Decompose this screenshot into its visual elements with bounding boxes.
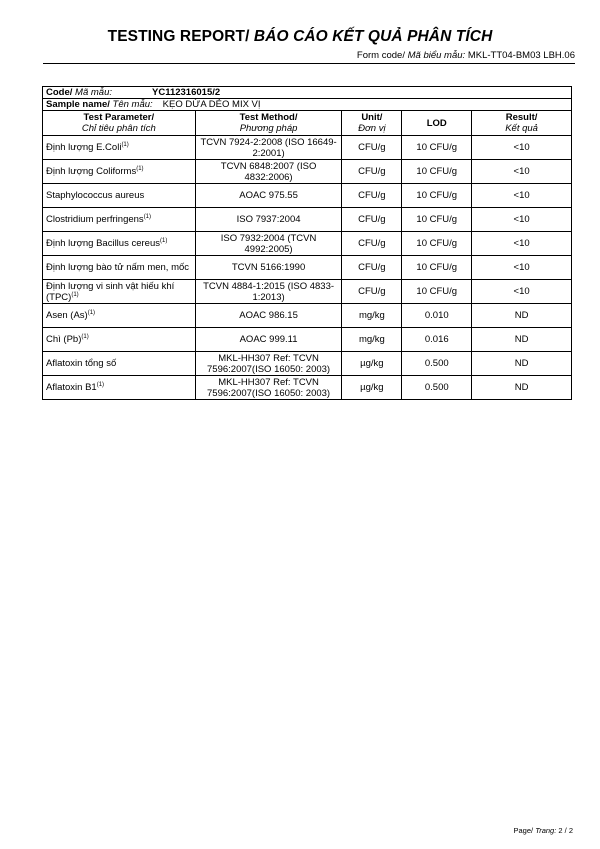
- header-divider: [43, 63, 575, 64]
- col-header-result: Result/ Kết quả: [472, 111, 572, 136]
- method-cell: TCVN 5166:1990: [195, 256, 342, 280]
- table-row: [43, 328, 572, 352]
- method-cell: MKL-HH307 Ref: TCVN 7596:2007(ISO 16050: 2003): [195, 376, 342, 400]
- param-cell: Định lượng bào tử nấm men, mốc: [43, 256, 196, 280]
- table-row: [43, 280, 572, 304]
- unit-cell: CFU/g: [342, 136, 402, 160]
- unit-cell: µg/kg: [342, 352, 402, 376]
- param-cell: Aflatoxin B1$^{(1)}$: [43, 376, 196, 400]
- footnote-marker: (1): [71, 291, 79, 298]
- table-row: [43, 376, 572, 400]
- footnote-marker: (1): [143, 213, 152, 220]
- sample-code-label: Code/ Mã mẫu:: [46, 87, 112, 98]
- param-cell: Định lượng E.Coli$^{(1)}$: [43, 136, 196, 160]
- page-label-vi: Trang:: [535, 826, 557, 835]
- result-cell: <10: [472, 160, 572, 184]
- method-cell: TCVN 6848:2007 (ISO 4832:2006): [195, 160, 342, 184]
- method-cell: TCVN 4884-1:2015 (ISO 4833-1:2013): [195, 280, 342, 304]
- unit-cell: CFU/g: [342, 160, 402, 184]
- form-code-label-vi: Mã biểu mẫu:: [407, 50, 466, 61]
- param-cell: Staphylococcus aureus: [43, 184, 196, 208]
- lod-cell: 10 CFU/g: [402, 184, 472, 208]
- result-rows: [43, 136, 572, 400]
- table-row: [43, 184, 572, 208]
- sample-name-row: [43, 99, 572, 111]
- form-code: [357, 50, 575, 61]
- footnote-marker: (1): [121, 141, 129, 148]
- result-cell: ND: [472, 376, 572, 400]
- col-header-unit: Unit/ Đơn vị: [342, 111, 402, 136]
- method-cell: ISO 7932:2004 (TCVN 4992:2005): [195, 232, 342, 256]
- result-cell: <10: [472, 208, 572, 232]
- col-header-lod: LOD: [402, 111, 472, 136]
- result-cell: ND: [472, 328, 572, 352]
- lod-cell: 10 CFU/g: [402, 232, 472, 256]
- param-cell: Định lượng Bacillus cereus$^{(1)}$: [43, 232, 196, 256]
- form-code-value: MKL-TT04-BM03 LBH.06: [467, 50, 575, 61]
- table-header-row: [43, 111, 572, 136]
- sample-code-row: [43, 87, 572, 99]
- result-cell: <10: [472, 184, 572, 208]
- page-label-en: Page/: [513, 826, 534, 835]
- method-cell: AOAC 986.15: [195, 304, 342, 328]
- form-code-label-en: Form code/: [356, 50, 405, 61]
- method-cell: AOAC 999.11: [195, 328, 342, 352]
- unit-cell: CFU/g: [342, 184, 402, 208]
- report-title: [0, 28, 600, 46]
- result-cell: ND: [472, 352, 572, 376]
- param-cell: Định lượng vi sinh vật hiếu khí (TPC)$^{(1)}$: [43, 280, 196, 304]
- footnote-marker: (1): [87, 309, 96, 316]
- lod-cell: 10 CFU/g: [402, 280, 472, 304]
- unit-cell: CFU/g: [342, 232, 402, 256]
- param-cell: Clostridium perfringens$^{(1)}$: [43, 208, 196, 232]
- param-cell: Định lượng Coliforms$^{(1)}$: [43, 160, 196, 184]
- lod-cell: 10 CFU/g: [402, 160, 472, 184]
- results-table: [42, 86, 572, 400]
- lod-cell: 0.500: [402, 376, 472, 400]
- sample-code-value: YC112316015/2: [152, 87, 221, 98]
- table-row: [43, 352, 572, 376]
- lod-cell: 10 CFU/g: [402, 208, 472, 232]
- result-cell: <10: [472, 280, 572, 304]
- method-cell: MKL-HH307 Ref: TCVN 7596:2007(ISO 16050: 2003): [195, 352, 342, 376]
- table-row: [43, 256, 572, 280]
- lod-cell: 10 CFU/g: [402, 136, 472, 160]
- col-header-param: Test Parameter/ Chỉ tiêu phân tích: [43, 111, 196, 136]
- lod-cell: 0.010: [402, 304, 472, 328]
- result-cell: <10: [472, 136, 572, 160]
- lod-cell: 0.500: [402, 352, 472, 376]
- col-header-method: Test Method/ Phương pháp: [195, 111, 342, 136]
- footnote-marker: (1): [81, 333, 89, 340]
- result-cell: <10: [472, 256, 572, 280]
- table-row: [43, 136, 572, 160]
- result-cell: <10: [472, 232, 572, 256]
- lod-cell: 0.016: [402, 328, 472, 352]
- result-cell: ND: [472, 304, 572, 328]
- page-value: 2 / 2: [558, 826, 573, 835]
- method-cell: AOAC 975.55: [195, 184, 342, 208]
- method-cell: TCVN 7924-2:2008 (ISO 16649-2:2001): [195, 136, 342, 160]
- param-cell: Chì $(Pb)^{(1)}$: [43, 328, 196, 352]
- table-row: [43, 304, 572, 328]
- footnote-marker: (1): [96, 381, 105, 388]
- unit-cell: CFU/g: [342, 280, 402, 304]
- page-number: [513, 826, 573, 835]
- sample-name-label: Sample name/ Tên mẫu:: [46, 99, 153, 110]
- report-title-vi: BÁO CÁO KẾT QUẢ PHÂN TÍCH: [253, 28, 493, 45]
- unit-cell: mg/kg: [342, 304, 402, 328]
- table-row: [43, 208, 572, 232]
- unit-cell: CFU/g: [342, 208, 402, 232]
- unit-cell: µg/kg: [342, 376, 402, 400]
- unit-cell: mg/kg: [342, 328, 402, 352]
- unit-cell: CFU/g: [342, 256, 402, 280]
- param-cell: Aflatoxin tổng số: [43, 352, 196, 376]
- table-row: [43, 232, 572, 256]
- param-cell: Asen $(As)^{(1)}$: [43, 304, 196, 328]
- footnote-marker: (1): [159, 237, 168, 244]
- method-cell: ISO 7937:2004: [195, 208, 342, 232]
- table-row: [43, 160, 572, 184]
- lod-cell: 10 CFU/g: [402, 256, 472, 280]
- footnote-marker: (1): [136, 165, 144, 172]
- report-title-en: TESTING REPORT/: [107, 28, 250, 45]
- sample-name-value: KẸO DỪA DẺO MIX VỊ: [162, 99, 261, 110]
